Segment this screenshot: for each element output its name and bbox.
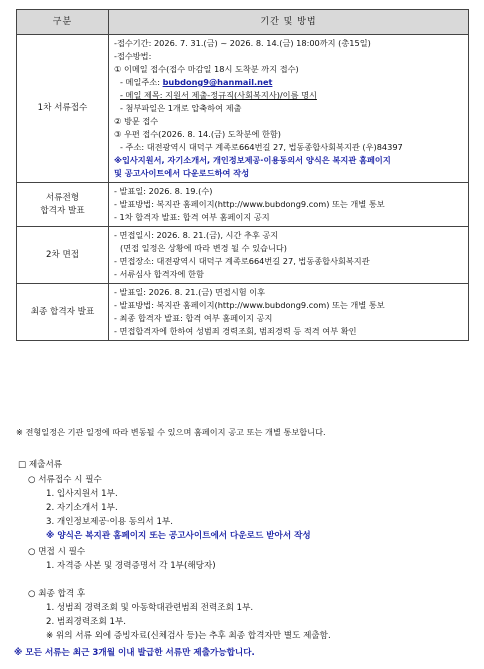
text-line: - 발표일: 2026. 8. 21.(금) 면접시험 이후 — [114, 287, 266, 297]
text-line: - 발표방법: 복지관 홈페이지(http://www.bubdong9.com) 또는 개별 통보 — [114, 300, 385, 310]
email-link[interactable]: bubdong9@hanmail.net — [162, 77, 273, 87]
schedule-notice: ※ 전형일정은 기관 일정에 따라 변동될 수 있으며 홈페이지 공고 또는 개별 통보합니다. — [16, 427, 326, 437]
text-line: -접수기간: 2026. 7. 31.(금) ~ 2026. 8. 14.(금) 18:00까지 (총15일) — [114, 38, 371, 48]
text-line: ③ 우편 접수(2026. 8. 14.(금) 도착분에 한함) — [114, 129, 282, 139]
list-item: 2. 범죄경력조회 1부. — [46, 617, 126, 627]
text-line: - 서류심사 합격자에 한함 — [114, 269, 204, 279]
stage-cell — [17, 183, 109, 227]
content-cell — [109, 227, 469, 284]
text-line: - 첨부파일은 1개로 압축하여 제출 — [120, 103, 242, 113]
text-line: - 최종 합격자 발표: 합격 여부 홈페이지 공지 — [114, 313, 273, 323]
group-note: ※ 양식은 복지관 홈페이지 또는 공고사이트에서 다운로드 받아서 작성 — [46, 531, 311, 541]
text-line: - 메일 제목: 지원서 제출-정규직(사회복지사)/이름 명시 — [120, 90, 317, 100]
docs-group-interview — [18, 545, 216, 573]
group-note: ※ 위의 서류 외에 증빙자료(신체검사 등)는 추후 최종 합격자만 별도 제출함. — [46, 631, 331, 641]
header-category: 구분 — [17, 10, 109, 35]
content-cell — [109, 284, 469, 341]
group-heading: ○ 서류접수 시 필수 — [28, 475, 102, 485]
list-item: 1. 자격증 사본 및 경력증명서 각 1부(해당자) — [46, 561, 216, 571]
text-line — [112, 76, 465, 89]
table-row — [17, 227, 469, 284]
text-line: - 발표일: 2026. 8. 19.(수) — [114, 186, 213, 196]
text-line: - 면접장소: 대전광역시 대덕구 계족로664번길 27, 법동종합사회복지관 — [114, 256, 370, 266]
content-cell — [109, 183, 469, 227]
email-label: - 메일주소: — [120, 77, 163, 87]
stage-cell: 최종 합격자 발표 — [17, 284, 109, 341]
schedule-table — [16, 9, 469, 341]
table-row — [17, 183, 469, 227]
docs-group-final — [18, 587, 331, 643]
docs-title: □ 제출서류 — [18, 460, 63, 470]
text-line: - 1차 합격자 발표: 합격 여부 홈페이지 공지 — [114, 212, 270, 222]
text-line: ② 방문 접수 — [114, 116, 159, 126]
text-line: (면접 일정은 상황에 따라 변경 될 수 있습니다) — [120, 243, 287, 253]
text-line: - 면접합격자에 한하여 성범죄 경력조회, 범죄경력 등 적격 여부 확인 — [114, 326, 357, 336]
text-line: - 면접일시: 2026. 8. 21.(금), 시간 추후 공지 — [114, 230, 279, 240]
group-heading: ○ 최종 합격 후 — [28, 589, 86, 599]
final-note: ※ 모든 서류는 최근 3개월 이내 발급한 서류만 제출가능합니다. — [14, 648, 255, 658]
docs-group-application — [18, 473, 311, 543]
content-cell — [109, 35, 469, 183]
table-row — [17, 284, 469, 341]
list-item: 2. 자기소개서 1부. — [46, 503, 118, 513]
list-item: 1. 입사지원서 1부. — [46, 489, 118, 499]
table-header-row — [17, 10, 469, 35]
header-period-method: 기간 및 방법 — [109, 10, 469, 35]
text-line: 및 공고사이트에서 다운로드하여 작성 — [114, 168, 250, 178]
text-line: - 발표방법: 복지관 홈페이지(http://www.bubdong9.com) 또는 개별 통보 — [114, 199, 385, 209]
list-item: 1. 성범죄 경력조회 및 아동학대관련범죄 전력조회 1부. — [46, 603, 254, 613]
table-row — [17, 35, 469, 183]
stage-line: 합격자 발표 — [40, 205, 85, 216]
text-line: ※입사지원서, 자기소개서, 개인정보제공·이용동의서 양식은 복지관 홈페이지 — [114, 155, 391, 165]
text-line: - 주소: 대전광역시 대덕구 계족로664번길 27, 법동종합사회복지관 (우)84397 — [120, 142, 403, 152]
list-item: 3. 개인정보제공·이용 동의서 1부. — [46, 517, 173, 527]
stage-cell: 1차 서류접수 — [17, 35, 109, 183]
text-line: -접수방법: — [114, 51, 152, 61]
text-line: ① 이메일 접수(접수 마감일 18시 도착분 까지 접수) — [114, 64, 299, 74]
stage-line: 서류전형 — [45, 192, 80, 203]
group-heading: ○ 면접 시 필수 — [28, 547, 86, 557]
stage-cell: 2차 면접 — [17, 227, 109, 284]
